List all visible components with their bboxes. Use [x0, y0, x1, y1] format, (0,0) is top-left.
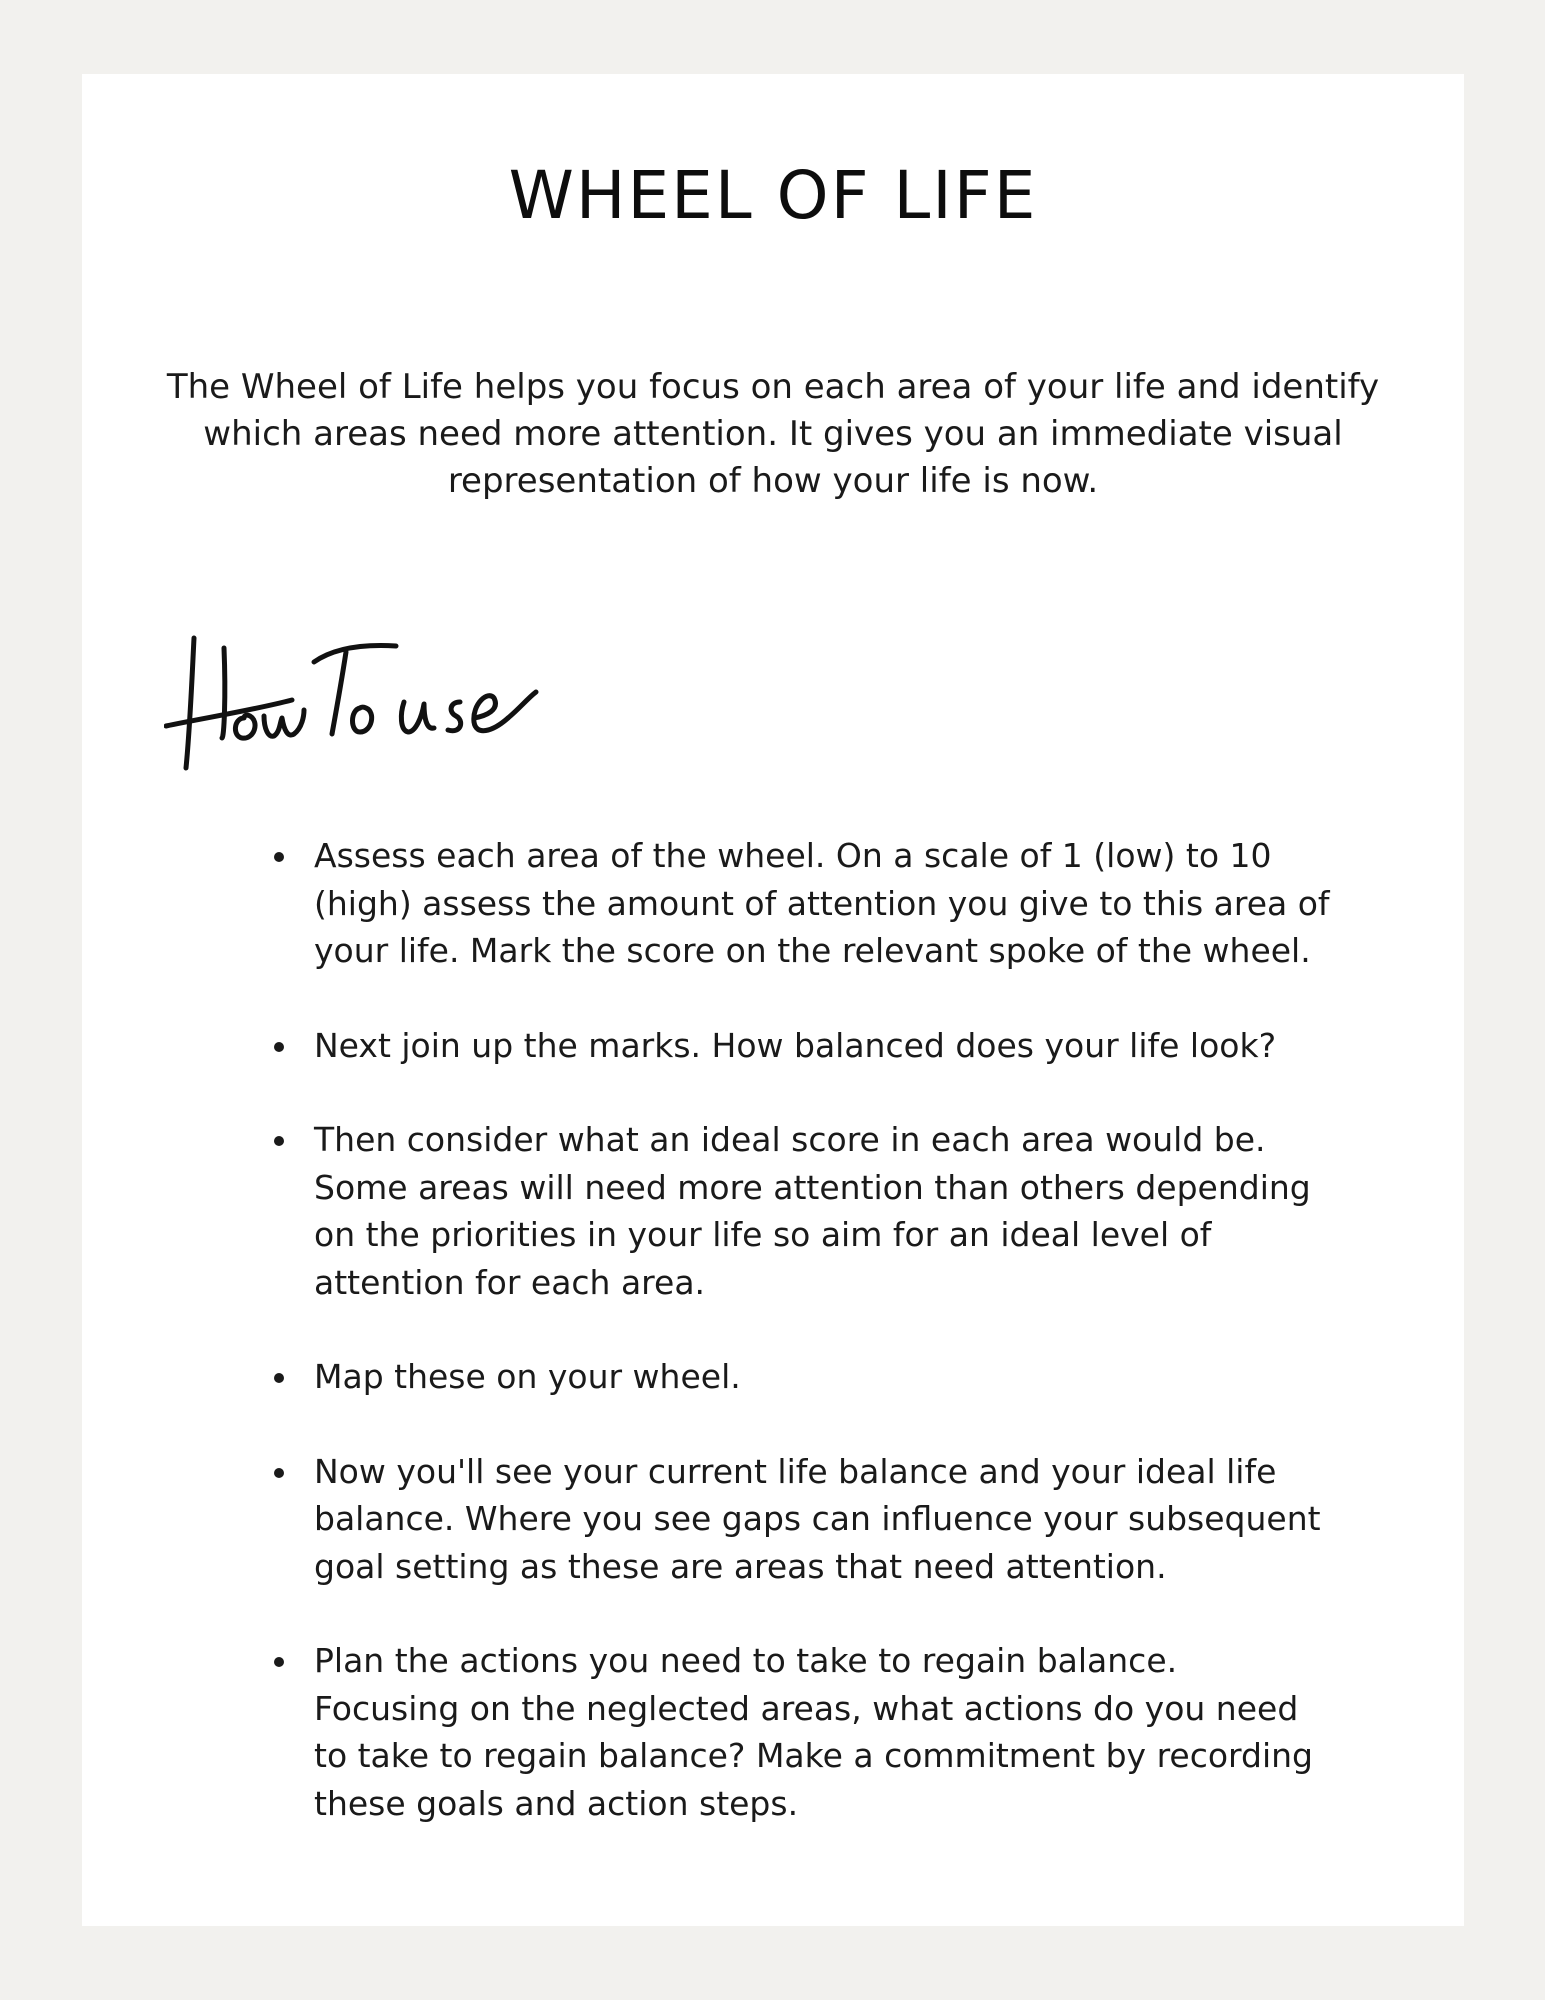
bullet-icon [274, 1468, 284, 1478]
intro-text: The Wheel of Life helps you focus on each area of your life and identify which areas need more attention. It gives you an immediate visual representation of how your life is now. [166, 367, 1380, 501]
how-to-use-script-lettering [164, 618, 584, 798]
list-item-text: Next join up the marks. How balanced does your life look? [314, 1025, 1277, 1065]
bullet-icon [274, 1136, 284, 1146]
list-item-text: Assess each area of the wheel. On a scale of 1 (low) to 10 (high) assess the amount of attention you give to this area of your life. Mark the score on the relevant spoke of the wheel. [314, 836, 1330, 970]
list-item [274, 1116, 1394, 1306]
document-page [82, 74, 1464, 1926]
intro-paragraph [152, 364, 1394, 505]
how-to-use-heading [164, 618, 584, 798]
list-item-text: Plan the actions you need to take to regain balance. Focusing on the neglected areas, what actions do you need to take to regain balance? Make a commitment by recording these goals and action steps. [314, 1641, 1314, 1823]
list-item-text: Then consider what an ideal score in each area would be. Some areas will need more attention than others depending on the priorities in your life so aim for an ideal level of attention for each area. [314, 1120, 1311, 1302]
list-item [274, 832, 1394, 975]
bullet-icon [274, 852, 284, 862]
bullet-icon [274, 1042, 284, 1052]
list-item [274, 1353, 1394, 1401]
list-item-text: Now you'll see your current life balance and your ideal life balance. Where you see gaps can influence your subsequent goal setting as these are areas that need attention. [314, 1451, 1321, 1586]
instructions-list [274, 832, 1394, 1874]
bullet-icon [274, 1657, 284, 1667]
list-item-text: Map these on your wheel. [314, 1357, 741, 1396]
list-item [274, 1448, 1394, 1591]
bullet-icon [274, 1373, 284, 1383]
page-title: WHEEL OF LIFE [508, 157, 1038, 234]
list-item [274, 1022, 1394, 1070]
list-item [274, 1637, 1394, 1827]
